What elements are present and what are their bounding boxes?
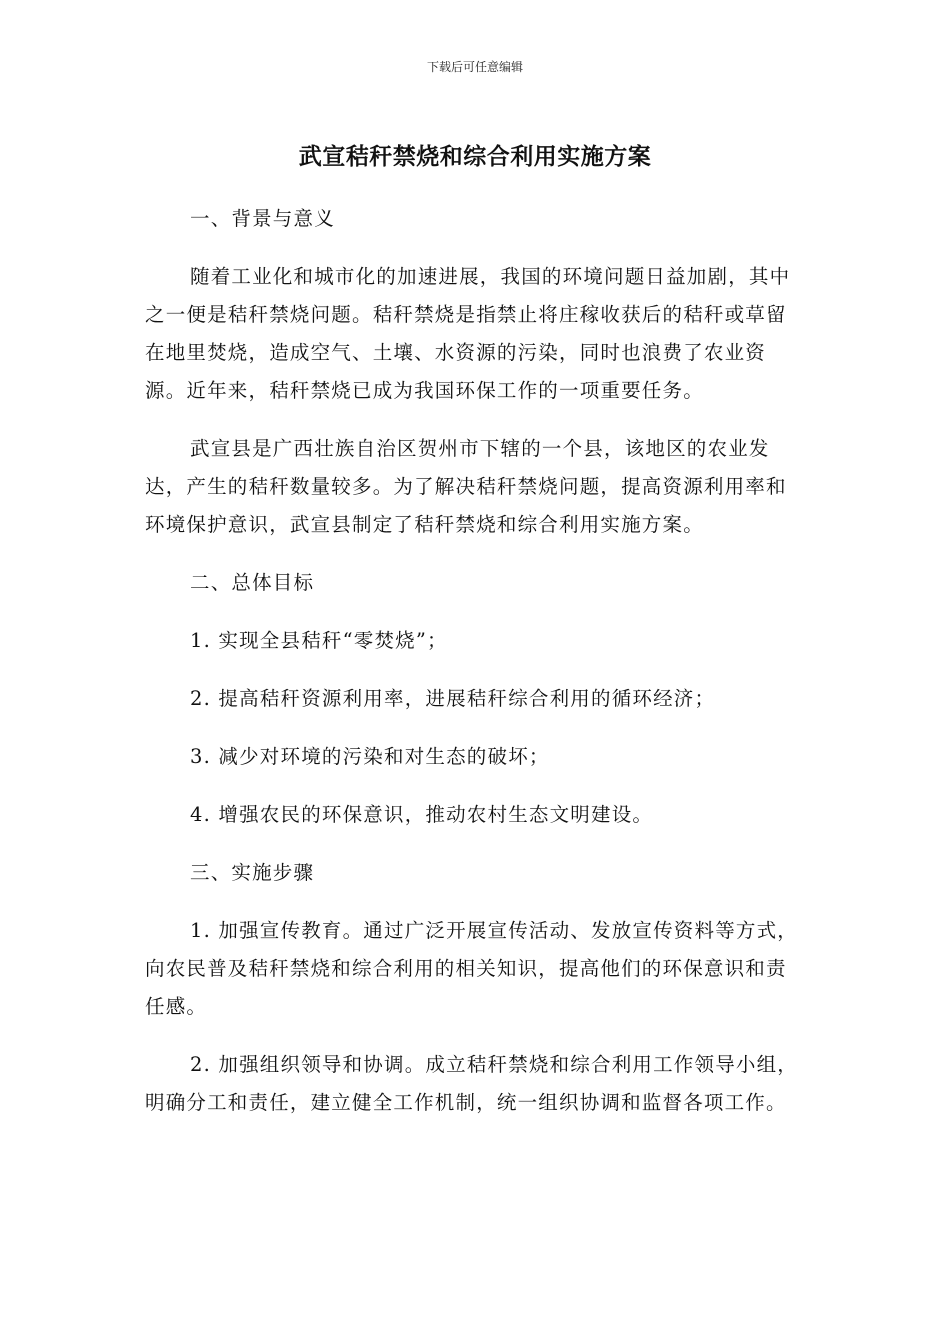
section-heading-goals: 二、总体目标 <box>190 571 315 594</box>
paragraph-background-1: 随着工业化和城市化的加速进展，我国的环境问题日益加剧，其中之一便是秸秆禁烧问题。秸秆禁烧是指禁止将庄稼收获后的秸秆或草留在地里焚烧，造成空气、土壤、水资源的污染，同时也浪费了农业资源。近年来，秸秆禁烧已成为我国环保工作的一项重要任务。 <box>145 265 791 402</box>
section-heading-background: 一、背景与意义 <box>190 207 335 230</box>
goal-item-2: 2. 提高秸秆资源利用率，进展秸秆综合利用的循环经济； <box>190 687 716 710</box>
section-heading-steps: 三、实施步骤 <box>190 861 315 884</box>
goal-item-4: 4. 增强农民的环保意识，推动农村生态文明建设。 <box>190 803 654 826</box>
header-note: 下载后可任意编辑 <box>426 60 523 74</box>
step-paragraph-2: 2. 加强组织领导和协调。成立秸秆禁烧和综合利用工作领导小组，明确分工和责任，建立健全工作机制，统一组织协调和监督各项工作。 <box>145 1053 799 1114</box>
step-paragraph-1: 1. 加强宣传教育。通过广泛开展宣传活动、发放宣传资料等方式，向农民普及秸秆禁烧和综合利用的相关知识，提高他们的环保意识和责任感。 <box>145 919 799 1018</box>
document-title: 武宣秸秆禁烧和综合利用实施方案 <box>298 144 652 170</box>
paragraph-background-2: 武宣县是广西壮族自治区贺州市下辖的一个县，该地区的农业发达，产生的秸秆数量较多。为了解决秸秆禁烧问题，提高资源利用率和环境保护意识，武宣县制定了秸秆禁烧和综合利用实施方案。 <box>145 437 787 536</box>
goal-item-1: 1. 实现全县秸秆“零焚烧”； <box>190 629 448 652</box>
goal-item-3: 3. 减少对环境的污染和对生态的破坏； <box>190 745 550 768</box>
document-body <box>145 200 807 1122</box>
